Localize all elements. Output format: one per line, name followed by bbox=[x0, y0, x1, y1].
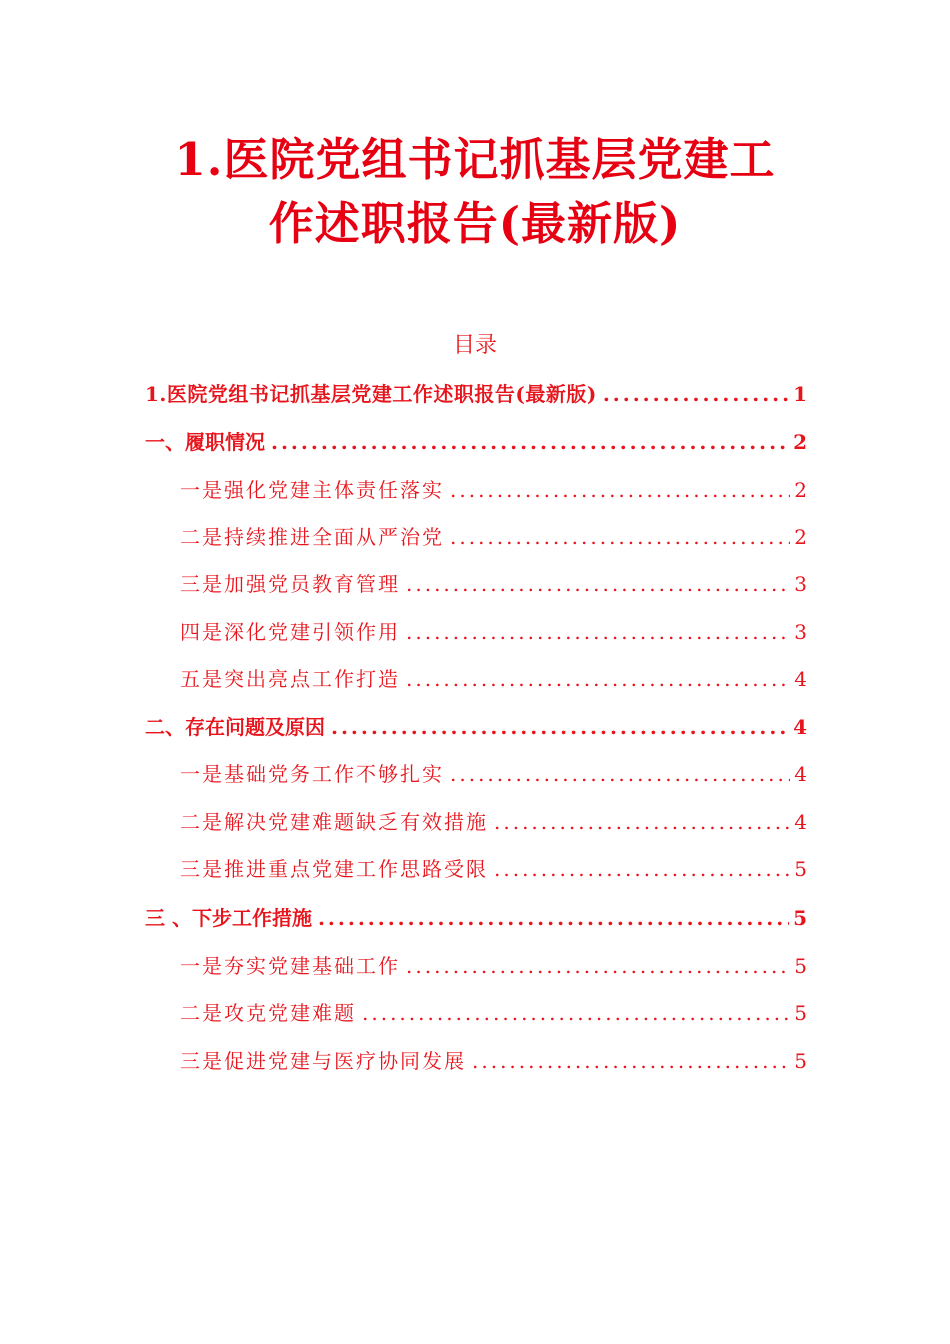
toc-entry-subsection[interactable] bbox=[180, 663, 807, 695]
toc-entry-subsection[interactable] bbox=[180, 568, 807, 600]
toc-entry-page: 2 bbox=[794, 525, 807, 549]
toc-entry-page: 5 bbox=[794, 1001, 807, 1025]
toc-entry-report-title[interactable] bbox=[145, 378, 807, 410]
toc-leader-dots bbox=[406, 950, 790, 982]
toc-entry-label: 三是推进重点党建工作思路受限 bbox=[180, 857, 488, 881]
toc-entry-page: 5 bbox=[794, 857, 807, 881]
toc-entry-label: 一、履职情况 bbox=[145, 430, 265, 454]
toc-leader-dots bbox=[406, 663, 790, 695]
toc-entry-page: 1 bbox=[793, 382, 807, 406]
toc-leader-dots bbox=[318, 902, 789, 934]
toc-heading: 目录 bbox=[452, 333, 497, 358]
toc-entry-page: 4 bbox=[794, 667, 807, 691]
document-title-line-2: 作述职报告(最新版) bbox=[268, 197, 682, 250]
toc-leader-dots bbox=[362, 997, 790, 1029]
toc-entry-label: 三是促进党建与医疗协同发展 bbox=[180, 1049, 466, 1073]
toc-entry-subsection[interactable] bbox=[180, 474, 807, 506]
toc-entry-label: 三 、下步工作措施 bbox=[145, 906, 312, 930]
toc-entry-page: 2 bbox=[794, 478, 807, 502]
toc-leader-dots bbox=[450, 758, 790, 790]
toc-leader-dots bbox=[331, 711, 789, 743]
toc-leader-dots bbox=[603, 378, 789, 410]
toc-entry-subsection[interactable] bbox=[180, 997, 807, 1029]
toc-entry-label: 三是加强党员教育管理 bbox=[180, 572, 400, 596]
toc-entry-label: 五是突出亮点工作打造 bbox=[180, 667, 400, 691]
toc-entry-label: 四是深化党建引领作用 bbox=[180, 620, 400, 644]
toc-entry-label: 二是攻克党建难题 bbox=[180, 1001, 356, 1025]
toc-entry-page: 2 bbox=[793, 430, 807, 454]
toc-leader-dots bbox=[494, 806, 790, 838]
toc-entry-label: 二是解决党建难题缺乏有效措施 bbox=[180, 810, 488, 834]
toc-entry-page: 4 bbox=[793, 715, 807, 739]
toc-entry-section-3[interactable] bbox=[145, 902, 807, 934]
toc-leader-dots bbox=[406, 616, 790, 648]
toc-entry-subsection[interactable] bbox=[180, 950, 807, 982]
toc-leader-dots bbox=[271, 426, 789, 458]
toc-entry-subsection[interactable] bbox=[180, 616, 807, 648]
toc-entry-page: 3 bbox=[794, 620, 807, 644]
toc-entry-page: 3 bbox=[794, 572, 807, 596]
toc-entry-subsection[interactable] bbox=[180, 521, 807, 553]
toc-entry-label: 二是持续推进全面从严治党 bbox=[180, 525, 444, 549]
toc-leader-dots bbox=[494, 853, 790, 885]
toc-entry-label: 1.医院党组书记抓基层党建工作述职报告(最新版) bbox=[145, 382, 597, 406]
toc-entry-page: 5 bbox=[793, 906, 807, 930]
toc-entry-subsection[interactable] bbox=[180, 806, 807, 838]
document-title-line-1: 1.医院党组书记抓基层党建工 bbox=[174, 133, 776, 186]
toc-entry-label: 一是基础党务工作不够扎实 bbox=[180, 762, 444, 786]
toc-entry-label: 一是夯实党建基础工作 bbox=[180, 954, 400, 978]
toc-leader-dots bbox=[450, 474, 790, 506]
toc-entry-page: 5 bbox=[794, 954, 807, 978]
toc-entry-label: 一是强化党建主体责任落实 bbox=[180, 478, 444, 502]
toc-entry-section-2[interactable] bbox=[145, 711, 807, 743]
toc-entry-page: 4 bbox=[794, 762, 807, 786]
toc-entry-subsection[interactable] bbox=[180, 853, 807, 885]
toc-entry-label: 二、存在问题及原因 bbox=[145, 715, 325, 739]
toc-leader-dots bbox=[472, 1045, 790, 1077]
toc-entry-page: 4 bbox=[794, 810, 807, 834]
toc-entry-subsection[interactable] bbox=[180, 758, 807, 790]
toc-entry-section-1[interactable] bbox=[145, 426, 807, 458]
toc-entry-page: 5 bbox=[794, 1049, 807, 1073]
toc-leader-dots bbox=[406, 568, 790, 600]
toc-leader-dots bbox=[450, 521, 790, 553]
toc-entry-subsection[interactable] bbox=[180, 1045, 807, 1077]
